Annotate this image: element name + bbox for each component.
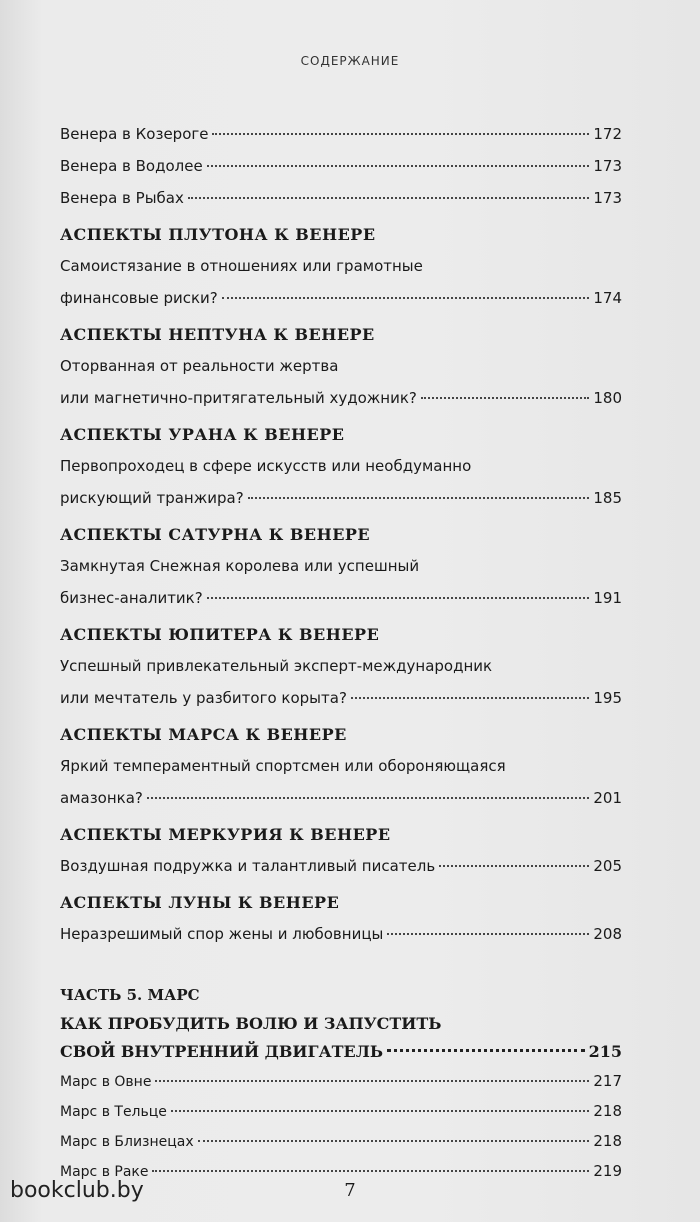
toc-entry-line: Оторванная от реальности жертва (60, 357, 339, 375)
toc-entry-title: или мечтатель у разбитого корыта? (60, 689, 347, 707)
part-subtitle-title: СВОЙ ВНУТРЕННИЙ ДВИГАТЕЛЬ (60, 1042, 384, 1061)
toc-entry-page: 217 (593, 1072, 622, 1090)
toc-entry-title: рискующий транжира? (60, 489, 244, 507)
toc-entry (60, 118, 622, 150)
toc-entry-page: 205 (593, 857, 622, 875)
toc-entry-title: Воздушная подружка и талантливый писатель (60, 857, 436, 875)
toc-entry-page: 208 (593, 925, 622, 943)
toc-entry-title: Марс в Раке (60, 1164, 149, 1180)
mars-entries (60, 1066, 622, 1186)
toc-entry-page: 218 (593, 1102, 622, 1120)
section-heading: АСПЕКТЫ НЕПТУНА К ВЕНЕРЕ (60, 325, 375, 344)
dot-leader (248, 497, 590, 499)
toc-entry-line: Успешный привлекательный эксперт-международник (60, 657, 493, 675)
dot-leader (212, 133, 589, 135)
toc-entry-title: амазонка? (60, 789, 143, 807)
toc-entry (60, 1126, 622, 1156)
dot-leader (387, 933, 589, 935)
dot-leader (155, 1080, 589, 1082)
dot-leader (351, 697, 589, 699)
part-subtitle-entry (60, 1038, 622, 1066)
toc-entry (60, 282, 622, 314)
toc-entry (60, 682, 622, 714)
dot-leader (207, 597, 590, 599)
toc-entry-page: 191 (593, 589, 622, 607)
section-heading: АСПЕКТЫ МЕРКУРИЯ К ВЕНЕРЕ (60, 825, 391, 844)
dot-leader (188, 197, 590, 199)
toc-entry-title: Марс в Овне (60, 1074, 152, 1090)
toc-entry-page: 180 (593, 389, 622, 407)
toc-entry-title: или магнетично-притягательный художник? (60, 389, 417, 407)
toc-entry (60, 850, 622, 882)
toc-entry-title: Марс в Тельце (60, 1104, 167, 1120)
toc-entry-page: 173 (593, 189, 622, 207)
dot-leader (387, 1049, 585, 1052)
part-title: ЧАСТЬ 5. МАРС (60, 986, 200, 1004)
toc-entry-page: 173 (593, 157, 622, 175)
toc-entry-title: финансовые риски? (60, 289, 218, 307)
dot-leader (439, 865, 589, 867)
section-heading: АСПЕКТЫ САТУРНА К ВЕНЕРЕ (60, 525, 371, 544)
section-heading: АСПЕКТЫ МАРСА К ВЕНЕРЕ (60, 725, 347, 744)
toc-entry-line: Замкнутая Снежная королева или успешный (60, 557, 420, 575)
toc-entry-title: Венера в Козероге (60, 125, 209, 143)
toc-entry-title: Венера в Рыбах (60, 189, 184, 207)
toc-entry (60, 782, 622, 814)
part-subtitle-line: КАК ПРОБУДИТЬ ВОЛЮ И ЗАПУСТИТЬ (60, 1014, 442, 1033)
running-head: СОДЕРЖАНИЕ (300, 54, 400, 68)
toc-entry-title: Венера в Водолее (60, 157, 203, 175)
dot-leader (198, 1140, 590, 1142)
part-subtitle-page: 215 (588, 1042, 622, 1061)
section-heading: АСПЕКТЫ УРАНА К ВЕНЕРЕ (60, 425, 345, 444)
toc-entry (60, 150, 622, 182)
section-heading: АСПЕКТЫ ПЛУТОНА К ВЕНЕРЕ (60, 225, 376, 244)
page-number: 7 (344, 1180, 356, 1201)
toc-entry-page: 218 (593, 1132, 622, 1150)
dot-leader (207, 165, 590, 167)
section-heading: АСПЕКТЫ ЮПИТЕРА К ВЕНЕРЕ (60, 625, 380, 644)
toc-entry-title: Марс в Близнецах (60, 1134, 194, 1150)
toc-entry-page: 174 (593, 289, 622, 307)
dot-leader (421, 397, 589, 399)
toc-entry (60, 382, 622, 414)
toc-entry (60, 1066, 622, 1096)
toc-entry (60, 182, 622, 214)
section-heading: АСПЕКТЫ ЛУНЫ К ВЕНЕРЕ (60, 893, 340, 912)
toc-entry-page: 201 (593, 789, 622, 807)
toc-entry-line: Первопроходец в сфере искусств или необдуманно (60, 457, 472, 475)
dot-leader (222, 297, 590, 299)
toc-entry (60, 582, 622, 614)
toc-entry-title: Неразрешимый спор жены и любовницы (60, 925, 384, 943)
toc-entry-line: Яркий темпераментный спортсмен или обороняющаяся (60, 757, 506, 775)
toc-entry-title: бизнес-аналитик? (60, 589, 203, 607)
toc-entry (60, 1096, 622, 1126)
toc-entry-page: 172 (593, 125, 622, 143)
toc-entry-page: 195 (593, 689, 622, 707)
watermark-text: bookclub.by (10, 1178, 144, 1203)
dot-leader (171, 1110, 589, 1112)
dot-leader (152, 1170, 589, 1172)
toc-entry (60, 482, 622, 514)
toc-entry-line: Самоистязание в отношениях или грамотные (60, 257, 423, 275)
toc-entry (60, 918, 622, 950)
toc-entry-page: 219 (593, 1162, 622, 1180)
toc-entry-page: 185 (593, 489, 622, 507)
table-of-contents (60, 118, 622, 1186)
dot-leader (147, 797, 589, 799)
